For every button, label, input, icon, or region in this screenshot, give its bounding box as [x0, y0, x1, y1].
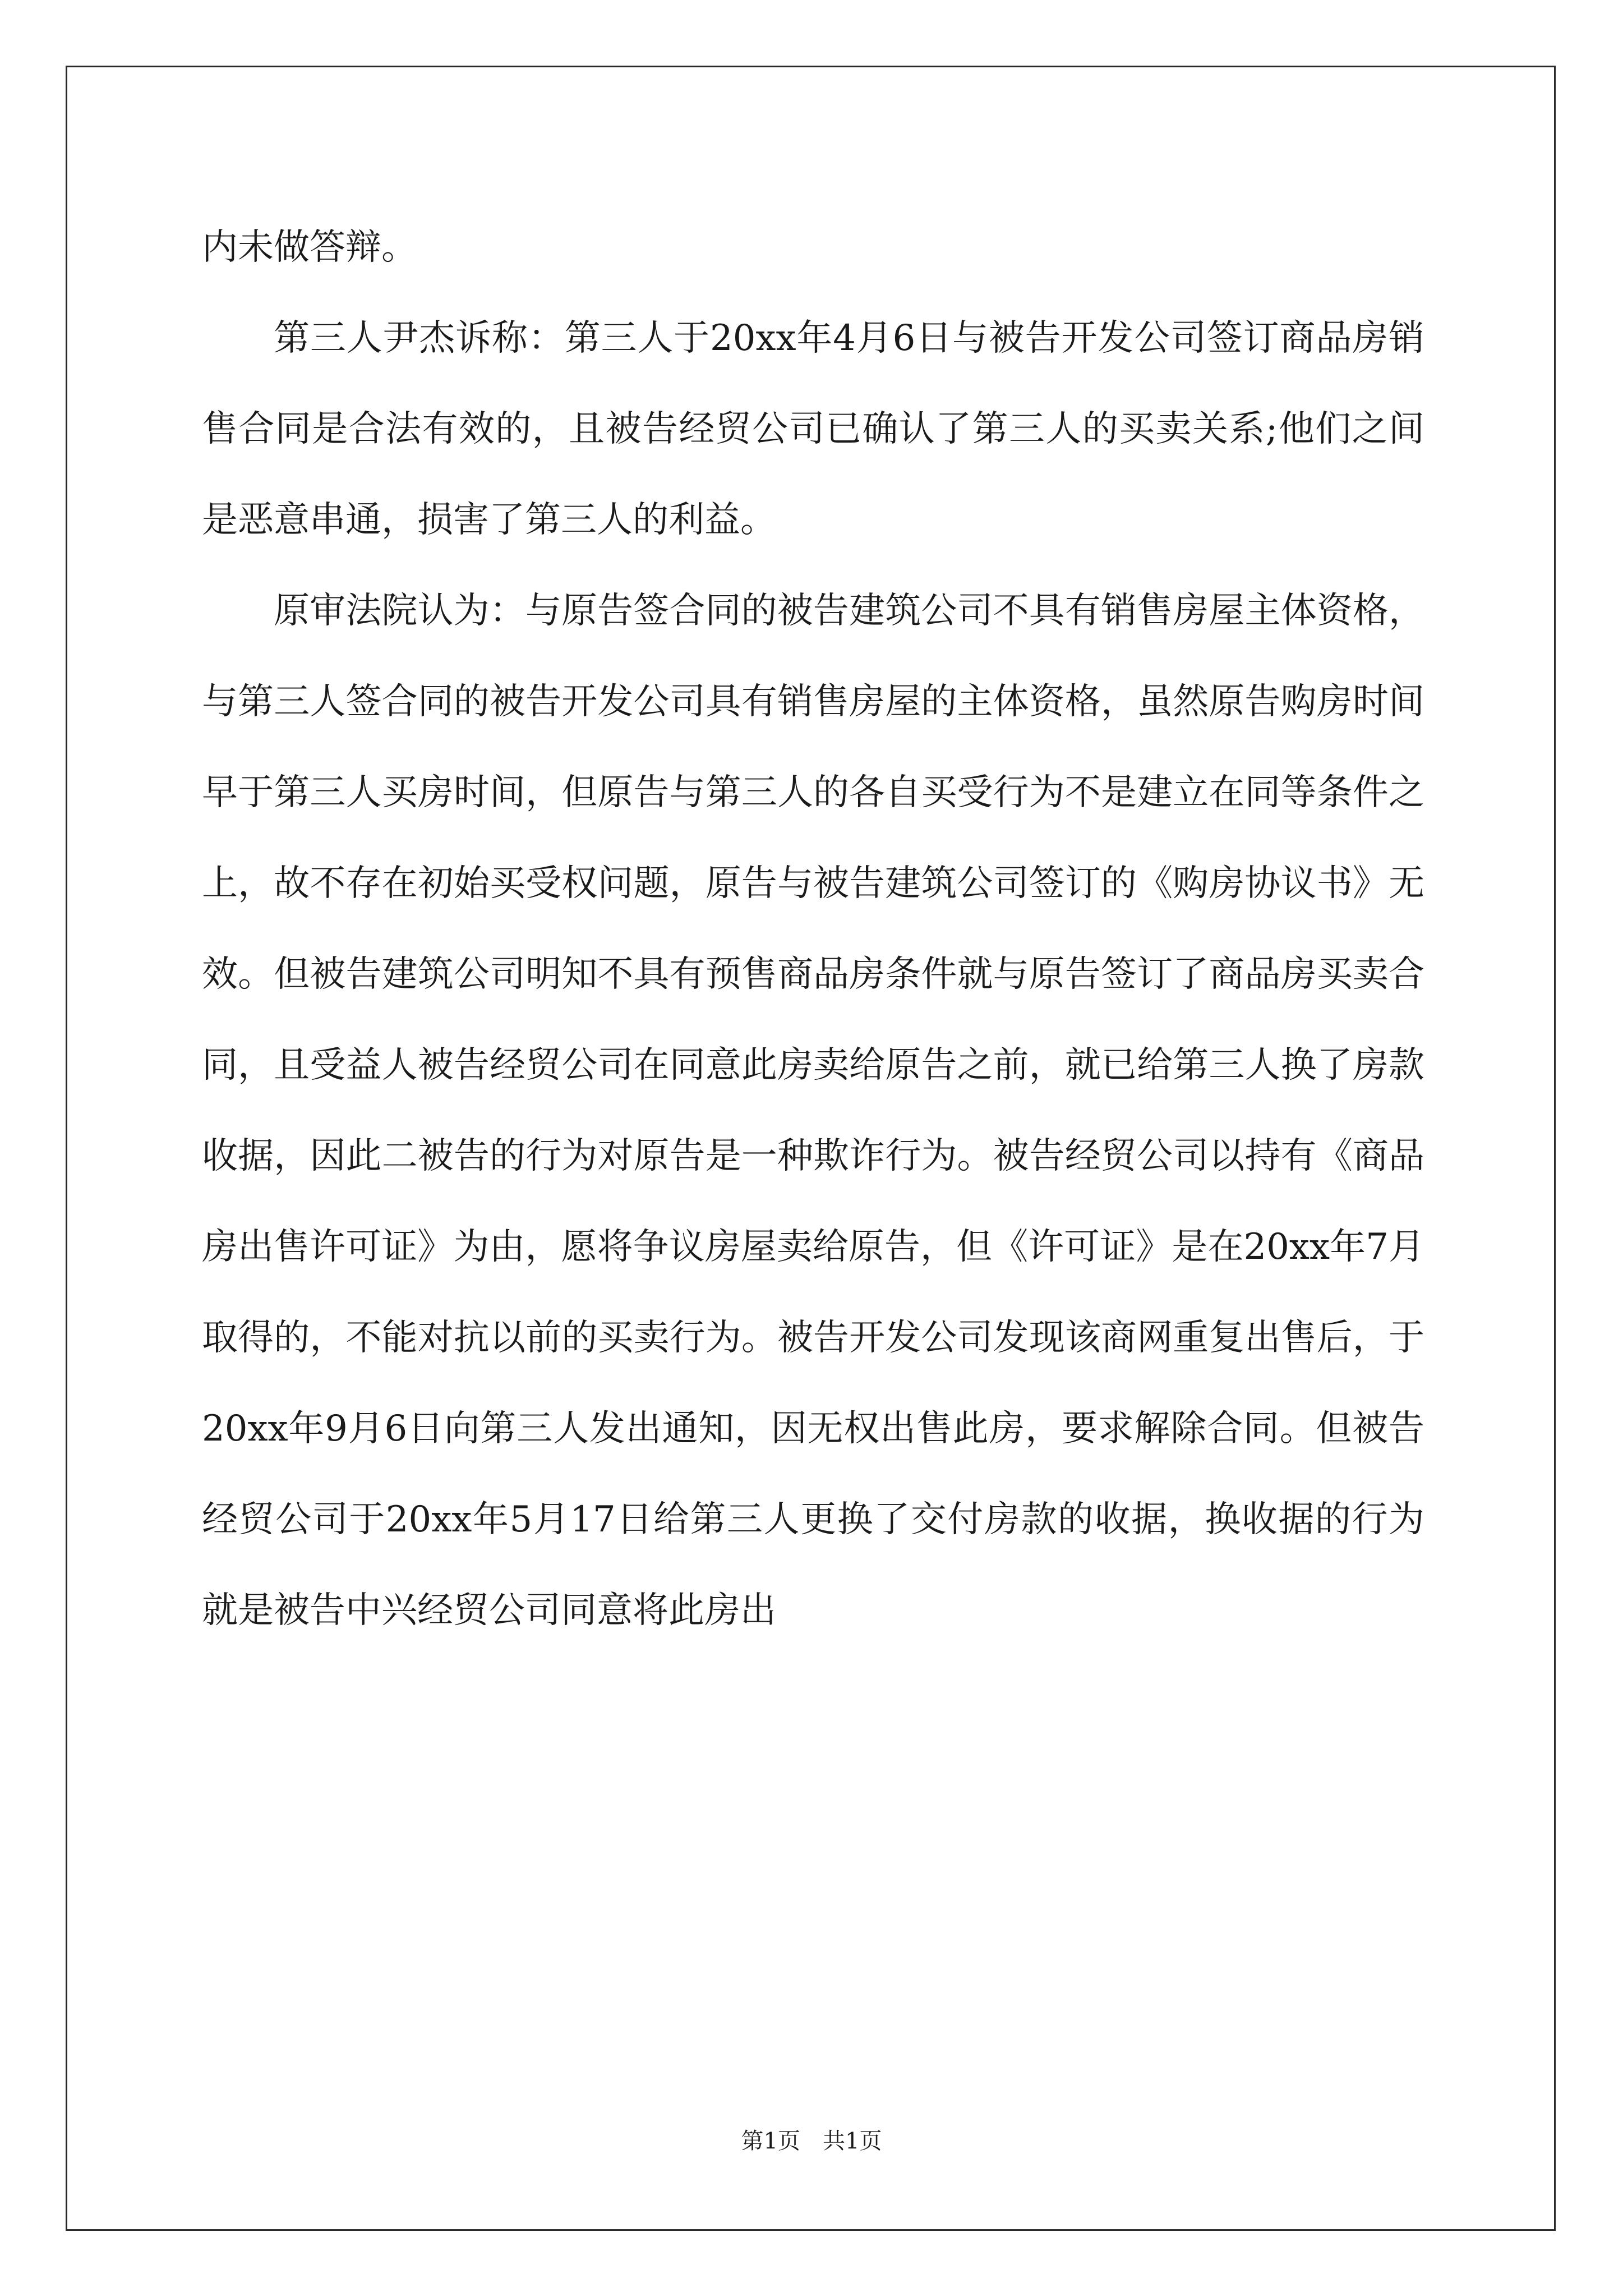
- page-number-footer: 第1页 共1页: [741, 2128, 882, 2154]
- document-body: [202, 202, 1424, 1656]
- paragraph-third-party-claim: 第三人尹杰诉称：第三人于20xx年4月6日与被告开发公司签订商品房销售合同是合法有效的，且被告经贸公司已确认了第三人的买卖关系;他们之间是恶意串通，损害了第三人的利益。: [202, 318, 1424, 541]
- paragraph-continuation: 内未做答辩。: [202, 227, 417, 268]
- paragraph-court-opinion: 原审法院认为：与原告签合同的被告建筑公司不具有销售房屋主体资格，与第三人签合同的被告开发公司具有销售房屋的主体资格，虽然原告购房时间早于第三人买房时间，但原告与第三人的各自买受行为不是建立在同等条件之上，故不存在初始买受权问题，原告与被告建筑公司签订的《购房协议书》无效。但被告建筑公司明知不具有预售商品房条件就与原告签订了商品房买卖合同，且受益人被告经贸公司在同意此房卖给原告之前，就已给第三人换了房款收据，因此二被告的行为对原告是一种欺诈行为。被告经贸公司以持有《商品房出售许可证》为由，愿将争议房屋卖给原告，但《许可证》是在20xx年7月取得的，不能对抗以前的买卖行为。被告开发公司发现该商网重复出售后，于20xx年9月6日向第三人发出通知，因无权出售此房，要求解除合同。但被告经贸公司于20xx年5月17日给第三人更换了交付房款的收据，换收据的行为就是被告中兴经贸公司同意将此房出: [202, 590, 1424, 1631]
